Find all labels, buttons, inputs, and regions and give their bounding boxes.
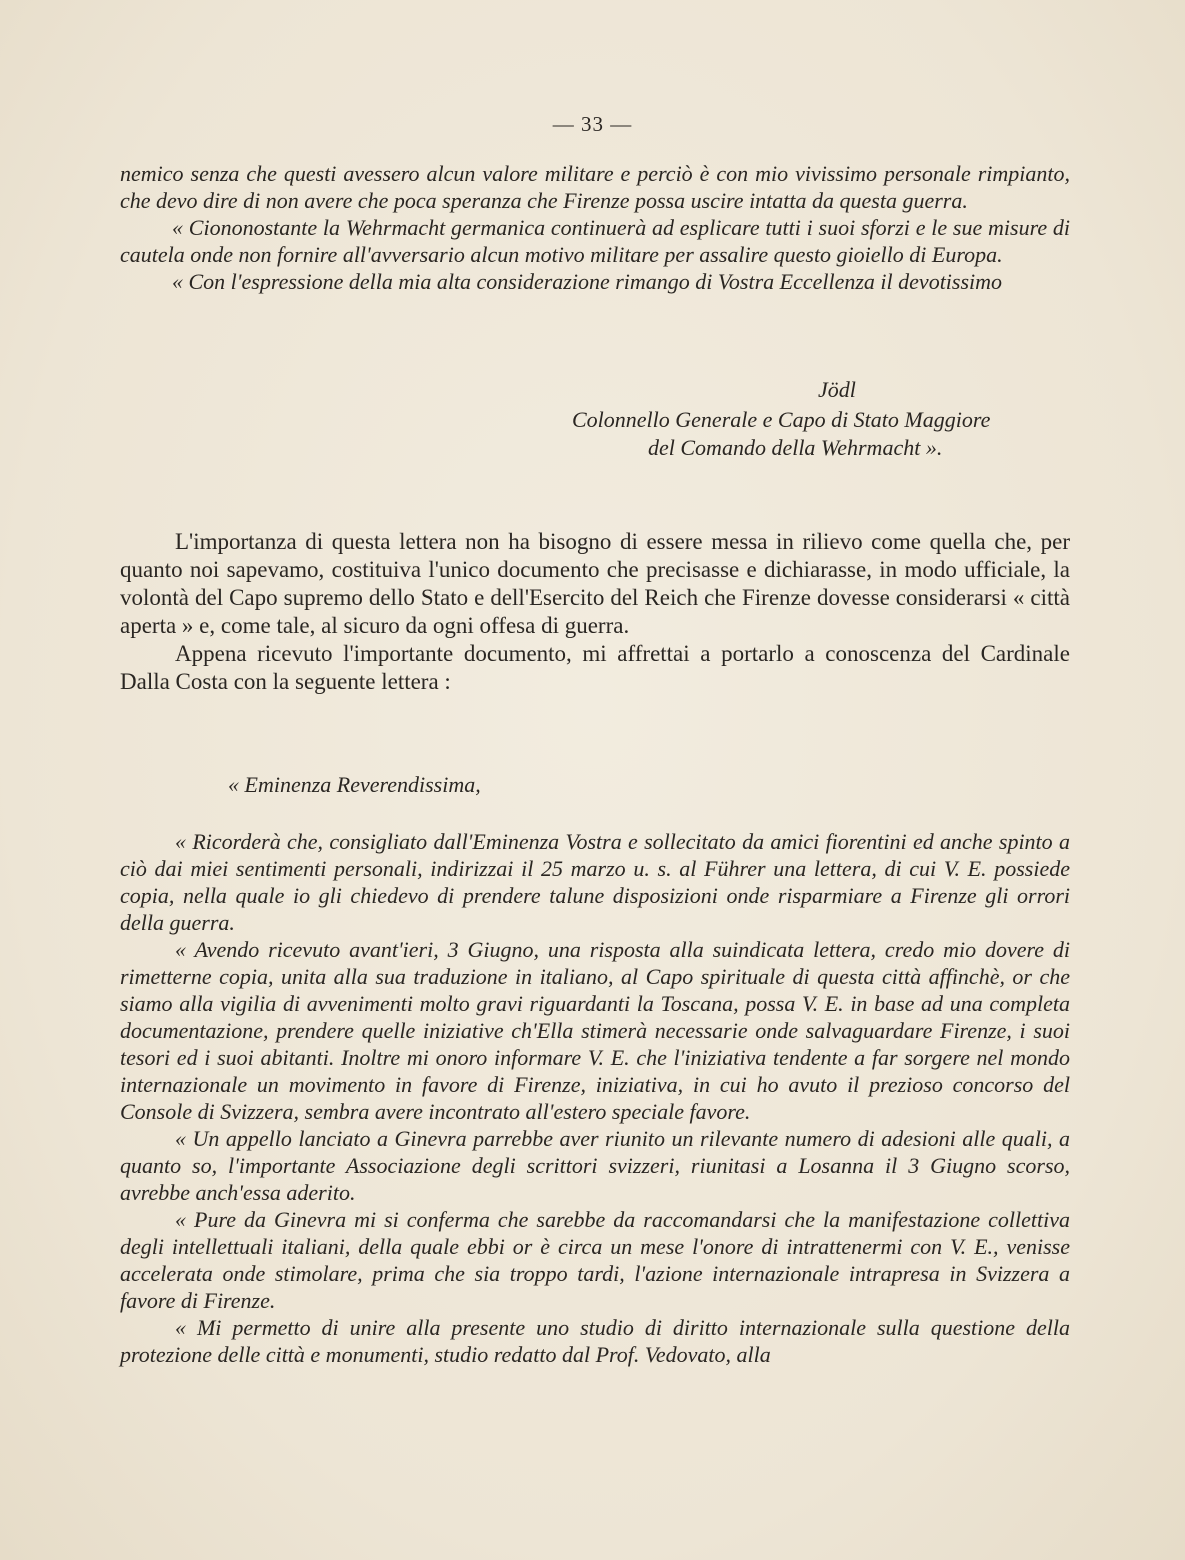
letter-paragraph: nemico senza che questi avessero alcun valore militare e perciò è con mio vivissimo personale rimpianto, che devo dire di non avere che poca speranza che Firenze possa uscire intatta da questa guerra. [120, 161, 1070, 213]
letter-paragraph: « Ricorderà che, consigliato dall'Eminenza Vostra e sollecitato da amici fiorentini ed anche spinto a ciò dai miei sentimenti personali, indirizzai il 25 marzo u. s. al Führer una lettera, di cui V. E. possiede copia, nella quale io gli chiedevo di prendere talune disposizioni onde risparmiare a Firenze gli orrori della guerra. [120, 829, 1070, 935]
letter-salutation: « Eminenza Reverendissima, [228, 772, 481, 797]
letter-paragraph: « Con l'espressione della mia alta considerazione rimango di Vostra Eccellenza il devotissimo [172, 269, 1003, 294]
page-number: — 33 — [552, 112, 633, 136]
letter-cardinal-body [120, 828, 1070, 1368]
letter-paragraph: « Avendo ricevuto avant'ieri, 3 Giugno, una risposta alla suindicata lettera, credo mio dovere di rimetterne copia, unita alla sua traduzione in italiano, al Capo spirituale di questa città affinchè, or che siamo alla vigilia di avvenimenti molto gravi riguardanti la Toscana, possa V. E. in base ad una completa documentazione, prendere quelle iniziative ch'Ella stimerà necessarie onde salvaguardare Firenze, i suoi tesori ed i suoi abitanti. Inoltre mi onoro informare V. E. che l'iniziativa tendente a far sorgere nel mondo internazionale un movimento in favore di Firenze, iniziativa, in cui ho avuto il prezioso concorso del Console di Svizzera, sembra avere incontrato all'estero speciale favore. [120, 937, 1070, 1124]
narrative-paragraph: Appena ricevuto l'importante documento, mi affrettai a portarlo a conoscenza del Cardinale Dalla Costa con la seguente lettera : [120, 641, 1070, 694]
signature-name: Jödl [818, 377, 856, 402]
signature-title-line1: Colonnello Generale e Capo di Stato Maggiore [572, 407, 991, 432]
letter-paragraph: « Ciononostante la Wehrmacht germanica continuerà ad esplicare tutti i suoi sforzi e le sue misure di cautela onde non fornire all'avversario alcun motivo militare per assalire questo gioiello di Europa. [120, 215, 1070, 267]
narrative-paragraph: L'importanza di questa lettera non ha bisogno di essere messa in rilievo come quella che, per quanto noi sapevamo, costituiva l'unico documento che precisasse e dichiarasse, in modo ufficiale, la volontà del Capo supremo dello Stato e dell'Esercito del Reich che Firenze dovesse considerarsi « città aperta » e, come tale, al sicuro da ogni offesa di guerra. [120, 529, 1070, 638]
signature-title-line2: del Comando della Wehrmacht ». [648, 435, 943, 460]
letter-paragraph: « Un appello lanciato a Ginevra parrebbe aver riunito un rilevante numero di adesioni alle quali, a quanto so, l'importante Associazione degli scrittori svizzeri, riunitasi a Losanna il 3 Giugno scorso, avrebbe anch'essa aderito. [120, 1126, 1070, 1205]
letter-paragraph: « Pure da Ginevra mi si conferma che sarebbe da raccomandarsi che la manifestazione collettiva degli intellettuali italiani, della quale ebbi or è circa un mese l'onore di intrattenermi con V. E., venisse accelerata onde stimolare, prima che sia troppo tardi, l'azione internazionale intrapresa in Svizzera a favore di Firenze. [120, 1207, 1070, 1313]
narrative-text [120, 528, 1070, 696]
letter-paragraph: « Mi permetto di unire alla presente uno studio di diritto internazionale sulla questione della protezione delle città e monumenti, studio redatto dal Prof. Vedovato, alla [120, 1315, 1070, 1367]
letter-jodl-body [120, 160, 1070, 295]
